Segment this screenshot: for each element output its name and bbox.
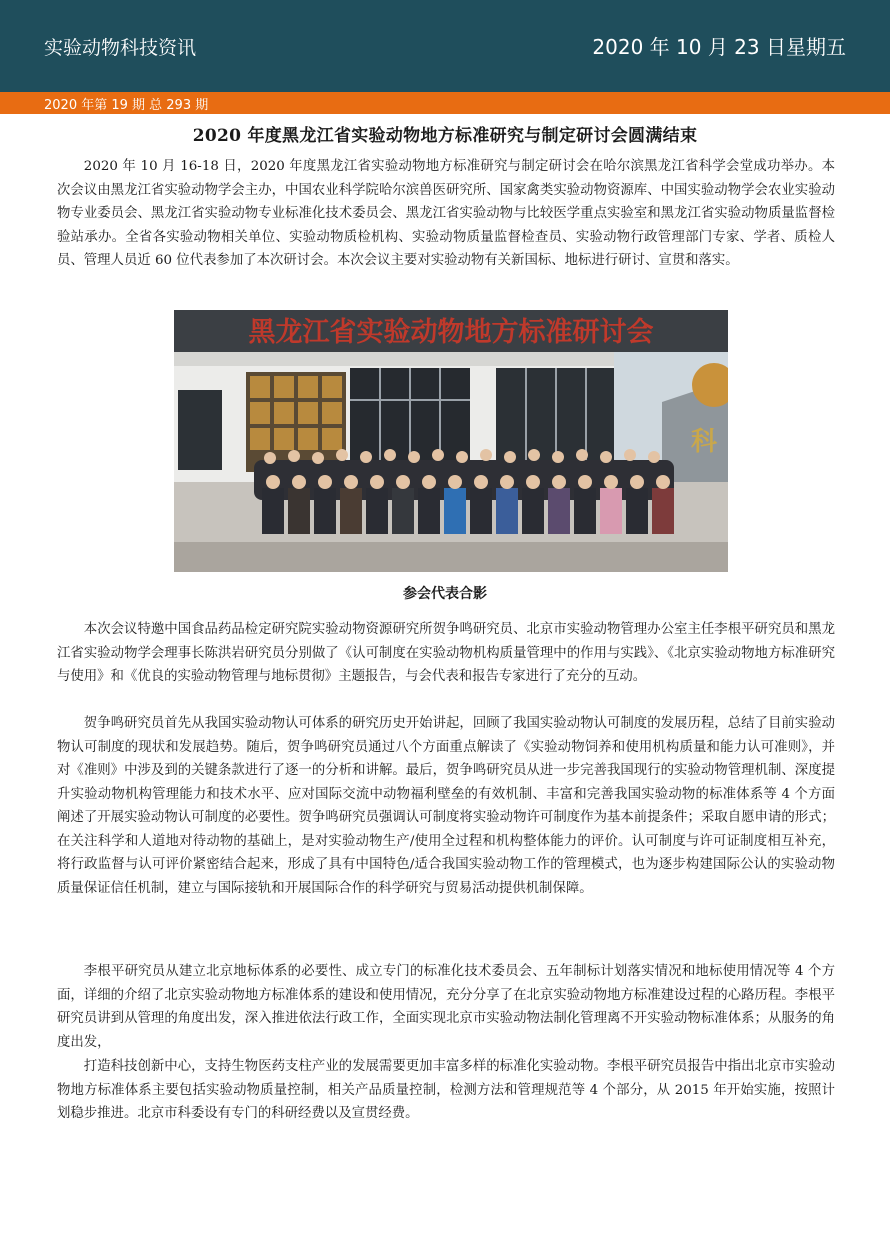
article-paragraph-1: 2020 年 10 月 16-18 日，2020 年度黑龙江省实验动物地方标准研究与制定研讨会在哈尔滨黑龙江省科学会堂成功举办。本次会议由黑龙江省实验动物学会主办，中国农业科学院哈尔滨兽医研究所、国家禽类实验动物资源库、中国实验动物学会农业实验动物专业委员会、黑龙江省实验动物专业标准化技术委员会、黑龙江省实验动物与比较医学重点实验室和黑龙江省实验动物质量监督检验站承办。全省各实验动物相关单位、实验动物质检机构、实验动物质量监督检查员、实验动物行政管理部门专家、学者、质检人员、管理人员近 60 位代表参加了本次研讨会。本次会议主要对实验动物有关新国标、地标进行研讨、宣贯和落实。 [57,159,835,268]
publication-date: 2020 年 10 月 23 日星期五 [592,35,846,59]
banner-text: 黑龙江省实验动物地方标准研讨会 [248,317,654,348]
article-paragraph-5: 打造科技创新中心，支持生物医药支柱产业的发展需要更加丰富多样的标准化实验动物。李根平研究员报告中指出北京市实验动物地方标准体系主要包括实验动物质量控制，相关产品质量控制，检测方法和管理规范等 4 个部分，从 2015 年开始实施，按照计划稳步推进。北京市科委设有专门的科研经费以及宣贯经费。 [57,1059,835,1121]
newsletter-header [0,0,890,92]
article-paragraph-2: 本次会议特邀中国食品药品检定研究院实验动物资源研究所贺争鸣研究员、北京市实验动物管理办公室主任李根平研究员和黑龙江省实验动物学会理事长陈洪岩研究员分别做了《认可制度在实验动物机构质量管理中的作用与实践》、《北京实验动物地方标准研究与使用》和《优良的实验动物管理与地标贯彻》主题报告，与会代表和报告专家进行了充分的互动。 [57,622,835,684]
publication-name: 实验动物科技资讯 [44,37,197,59]
issue-number: 2020 年第 19 期 总 293 期 [44,98,209,113]
group-photo [174,310,728,572]
article-paragraph-4: 李根平研究员从建立北京地标体系的必要性、成立专门的标准化技术委员会、五年制标计划落实情况和地标使用情况等 4 个方面，详细的介绍了北京实验动物地方标准体系的建设和使用情况，充分分享了在北京实验动物地方标准建设过程的心路历程。李根平研究员讲到从管理的角度出发，深入推进依法行政工作，全面实现北京市实验动物法制化管理离不开实验动物标准体系；从服务的角度出发， [57,964,835,1050]
article-paragraph-3: 贺争鸣研究员首先从我国实验动物认可体系的研究历史开始讲起，回顾了我国实验动物认可制度的发展历程，总结了目前实验动物认可制度的现状和发展趋势。随后，贺争鸣研究员通过八个方面重点解读了《实验动物饲养和使用机构质量和能力认可准则》，并对《准则》中涉及到的关键条款进行了逐一的分析和讲解。最后，贺争鸣研究员从进一步完善我国现行的实验动物管理机制、深度提升实验动物机构管理能力和技术水平、应对国际交流中动物福利壁垒的有效机制、丰富和完善我国实验动物的标准体系等 4 个方面阐述了开展实验动物认可制度的必要性。贺争鸣研究员强调认可制度将实验动物许可制度作为基本前提条件；采取自愿申请的形式；在关注科学和人道地对待动物的基础上，是对实验动物生产/使用全过程和机构整体能力的评价。认可制度与许可证制度相互补充，将行政监督与认可评价紧密结合起来，形成了具有中国特色/适合我国实验动物工作的管理模式，也为逐步构建国际公认的实验动物质量保证信任机制，建立与国际接轨和开展国际合作的科学研究与贸易活动提供机制保障。 [57,716,835,896]
group-photo-illustration [174,310,728,572]
article-title: 2020 年度黑龙江省实验动物地方标准研究与制定研讨会圆满结束 [192,126,698,146]
monument-glyph: 科 [690,427,718,457]
issue-bar [0,92,890,114]
photo-caption: 参会代表合影 [403,586,487,602]
